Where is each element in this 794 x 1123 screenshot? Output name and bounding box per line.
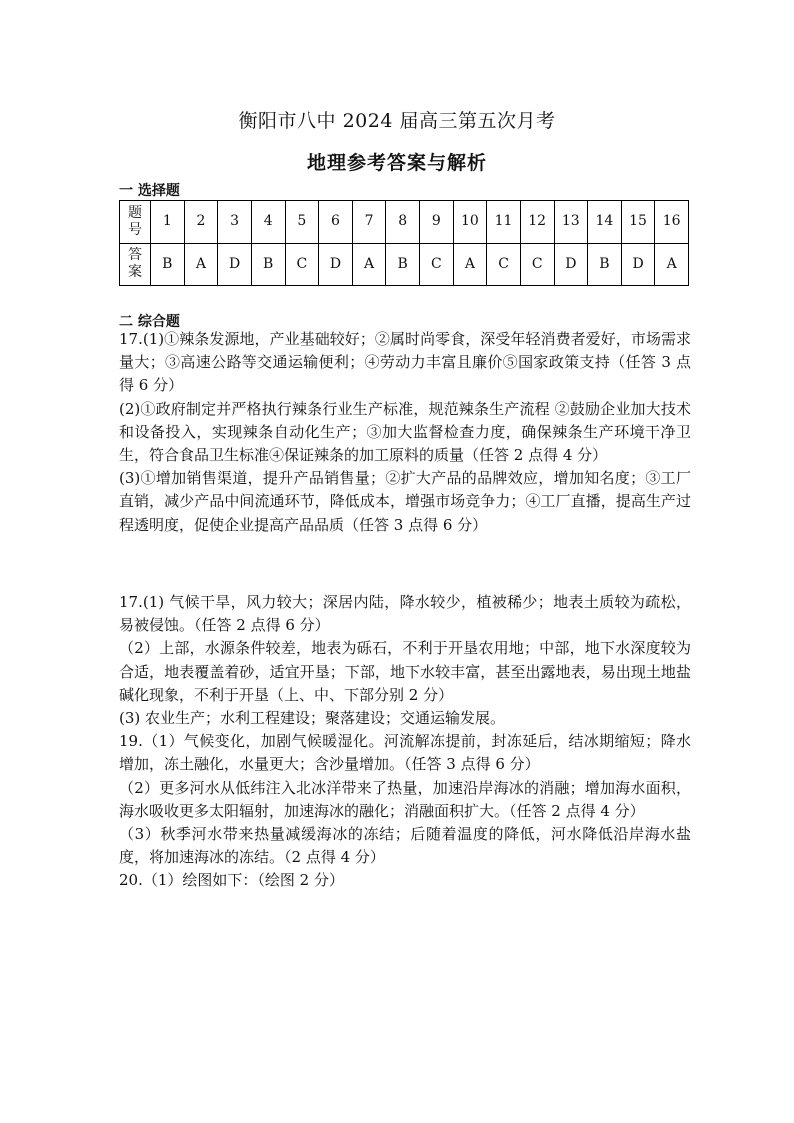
question-number-cell: 10 — [453, 201, 487, 244]
answer-cell: A — [655, 243, 689, 286]
header-text: 号 — [128, 221, 142, 238]
document-subtitle: 地理参考答案与解析 — [306, 152, 487, 174]
question-number-cell: 7 — [352, 201, 386, 244]
exam-title: 衡阳市八中 2024 届高三第五次月考 — [238, 110, 556, 132]
answer-table — [119, 200, 689, 286]
answer-cell: B — [588, 243, 622, 286]
question-number-cell: 14 — [588, 201, 622, 244]
table-row-answers — [120, 243, 689, 286]
header-text: 案 — [128, 264, 142, 281]
answer-paragraph: 19.（1）气候变化，加剧气候暖湿化。河流解冻提前，封冻延后，结冰期缩短；降水增加，冻土融化，水量更大；含沙量增加。（任答 3 点得 6 分） — [119, 732, 691, 774]
answer-paragraph: (3) 农业生产；水利工程建设；聚落建设；交通运输发展。 — [119, 709, 506, 728]
question-number-cell: 4 — [251, 201, 285, 244]
section-heading-choice: 一 选择题 — [119, 183, 180, 199]
answer-cell: D — [554, 243, 588, 286]
header-text: 答 — [128, 247, 142, 264]
answer-paragraph: 20.（1）绘图如下：（绘图 2 分） — [119, 871, 344, 890]
question-number-cell: 12 — [520, 201, 554, 244]
table-header-cell — [120, 201, 151, 244]
answer-cell: D — [621, 243, 655, 286]
answer-paragraph: （3）秋季河水带来热量减缓海冰的冻结；后随着温度的降低，河水降低沿岸海水盐度，将加速海冰的冻结。（2 点得 4 分） — [119, 825, 691, 867]
table-header-cell — [120, 243, 151, 286]
question-number-cell: 1 — [151, 201, 185, 244]
question-number-cell: 6 — [319, 201, 353, 244]
answer-cell: A — [352, 243, 386, 286]
answer-paragraph: (2)①政府制定并严格执行辣条行业生产标准，规范辣条生产流程 ②鼓励企业加大技术和设备投入，实现辣条自动化生产；③加大监督检查力度，确保辣条生产环境干净卫生，符合食品卫生标准④保证辣条的加工原料的质量（任答 2 点得 4 分） — [119, 399, 691, 465]
question-number-cell: 5 — [285, 201, 319, 244]
answer-paragraph: （2）更多河水从低纬注入北冰洋带来了热量，加速沿岸海冰的消融；增加海水面积，海水吸收更多太阳辐射，加速海冰的融化；消融面积扩大。（任答 2 点得 4 分） — [119, 778, 691, 820]
answer-paragraph: （2）上部，水源条件较差，地表为砾石，不利于开垦农用地；中部，地下水深度较为合适，地表覆盖着砂，适宜开垦；下部，地下水较丰富，甚至出露地表，易出现土地盐碱化现象，不利于开垦（上、中、下部分别 2 分） — [119, 639, 691, 704]
table-row-numbers — [120, 201, 689, 244]
answer-cell: D — [319, 243, 353, 286]
answer-paragraph: 17.(1) 气候干旱，风力较大；深居内陆，降水较少，植被稀少；地表土质较为疏松，易被侵蚀。（任答 2 点得 6 分） — [119, 593, 691, 635]
answer-cell: C — [520, 243, 554, 286]
question-number-cell: 8 — [386, 201, 420, 244]
question-number-cell: 13 — [554, 201, 588, 244]
question-number-cell: 2 — [184, 201, 218, 244]
answer-cell: C — [487, 243, 521, 286]
question-number-cell: 3 — [218, 201, 252, 244]
answer-block-q17-19-20 — [119, 591, 691, 893]
answer-cell: B — [151, 243, 185, 286]
answer-cell: B — [251, 243, 285, 286]
question-number-cell: 9 — [420, 201, 454, 244]
section-heading-comprehensive: 二 综合题 — [119, 314, 180, 330]
answer-cell: C — [285, 243, 319, 286]
question-number-cell: 11 — [487, 201, 521, 244]
answer-paragraph: 17.(1)①辣条发源地，产业基础较好；②属时尚零食，深受年轻消费者爱好，市场需求量大；③高速公路等交通运输便利；④劳动力丰富且廉价⑤国家政策支持（任答 3 点得 6 分） — [119, 330, 691, 395]
answer-cell: C — [420, 243, 454, 286]
answer-cell: A — [453, 243, 487, 286]
answer-cell: B — [386, 243, 420, 286]
answer-cell: D — [218, 243, 252, 286]
question-number-cell: 16 — [655, 201, 689, 244]
header-text: 题 — [128, 204, 142, 221]
question-number-cell: 15 — [621, 201, 655, 244]
answer-paragraph: (3)①增加销售渠道，提升产品销售量；②扩大产品的品牌效应，增加知名度；③工厂直销，减少产品中间流通环节，降低成本，增强市场竞争力；④工厂直播，提高生产过程透明度，促使企业提高产品品质（任答 3 点得 6 分） — [119, 469, 691, 534]
answer-block-q17-part1 — [119, 328, 691, 537]
answer-cell: A — [184, 243, 218, 286]
